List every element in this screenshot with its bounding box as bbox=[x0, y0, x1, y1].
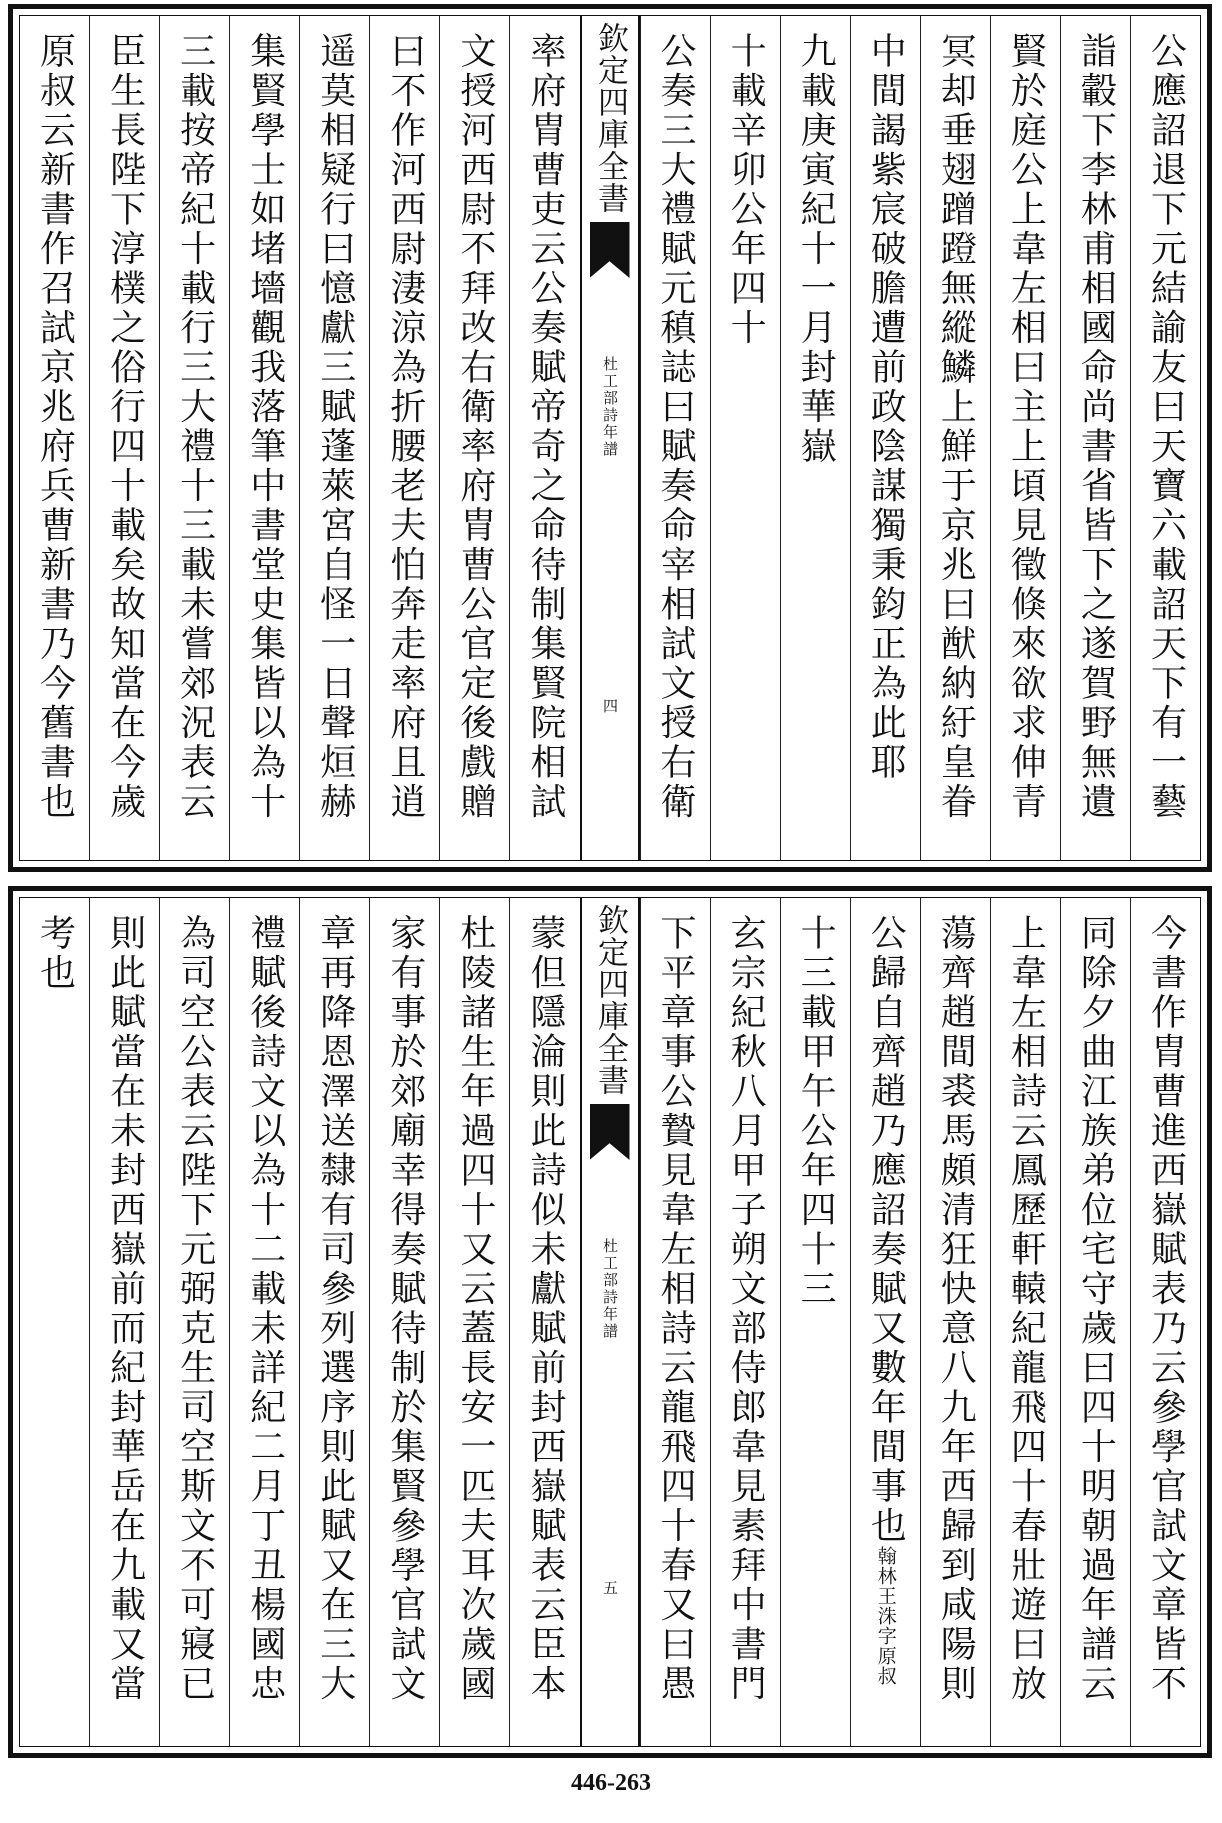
text-column: 同除夕曲江族弟位宅守歲曰四十明朝過年譜云 bbox=[1060, 898, 1130, 1746]
text-column: 賢於庭公上韋左相曰主上頃見徵倏來欲求伸青 bbox=[990, 16, 1060, 860]
text-column: 下平章事公贄見韋左相詩云龍飛四十春又曰愚 bbox=[640, 898, 710, 1746]
text-column: 率府胄曹吏云公奏賦帝奇之命待制集賢院相試 bbox=[509, 16, 579, 860]
center-fold bbox=[580, 898, 640, 1746]
text-column: 玄宗紀秋八月甲子朔文部侍郎韋見素拜中書門 bbox=[710, 898, 780, 1746]
book-title: 欽定四庫全書 bbox=[592, 22, 628, 214]
annotation-note: 翰林王洙字原叔 bbox=[874, 1546, 897, 1686]
text-column: 杜陵諸生年過四十又云蓋長安一匹夫耳次歲國 bbox=[439, 898, 509, 1746]
text-column: 今書作胄曹進西嶽賦表乃云參學官試文章皆不 bbox=[1130, 898, 1200, 1746]
top-page bbox=[8, 4, 1212, 872]
bottom-page-frame bbox=[19, 897, 1201, 1747]
text-column: 原叔云新書作召試京兆府兵曹新書乃今舊書也 bbox=[34, 32, 76, 822]
text-column: 為司空公表云陛下元弼克生司空斯文不可寢已 bbox=[159, 898, 229, 1746]
text-column: 遥莫相疑行曰憶獻三賦蓬萊宮自怪一日聲烜赫 bbox=[299, 16, 369, 860]
text-column: 臣生長陛下淳樸之俗行四十載矣故知當在今歲 bbox=[89, 16, 159, 860]
text-column bbox=[850, 898, 920, 1746]
text-column: 章再降恩澤送隸有司參列選序則此賦又在三大 bbox=[299, 898, 369, 1746]
section-title: 杜工部詩年譜 bbox=[601, 356, 619, 458]
text-column: 十三載甲午公年四十三 bbox=[780, 898, 850, 1746]
text-column: 家有事於郊廟幸得奏賦待制於集賢參學官試文 bbox=[369, 898, 439, 1746]
top-page-frame bbox=[19, 15, 1201, 861]
text-column: 蕩齊趙間裘馬頗清狂快意八九年西歸到咸陽則 bbox=[920, 898, 990, 1746]
bottom-page bbox=[8, 886, 1212, 1758]
text-column: 考也 bbox=[34, 914, 76, 993]
text-column: 詣轂下李林甫相國命尚書省皆下之遂賀野無遺 bbox=[1060, 16, 1130, 860]
page-number: 四 bbox=[601, 698, 619, 714]
catalog-number: 446-263 bbox=[571, 1770, 651, 1796]
text-column: 則此賦當在未封西嶽前而紀封華岳在九載又當 bbox=[89, 898, 159, 1746]
section-title: 杜工部詩年譜 bbox=[601, 1238, 619, 1340]
book-title: 欽定四庫全書 bbox=[592, 904, 628, 1096]
text-column: 三載按帝紀十載行三大禮十三載未嘗郊況表云 bbox=[159, 16, 229, 860]
text-column: 九載庚寅紀十一月封華嶽 bbox=[780, 16, 850, 860]
text-column: 文授河西尉不拜改右衛率府胄曹公官定後戲贈 bbox=[439, 16, 509, 860]
text-column: 集賢學士如堵墻觀我落筆中書堂史集皆以為十 bbox=[229, 16, 299, 860]
center-fold bbox=[580, 16, 640, 860]
text-column: 禮賦後詩文以為十二載未詳紀二月丁丑楊國忠 bbox=[229, 898, 299, 1746]
text-column: 上韋左相詩云鳳歷軒轅紀龍飛四十春壯遊曰放 bbox=[990, 898, 1060, 1746]
text-column: 曰不作河西尉淒涼為折腰老夫怕奔走率府且逍 bbox=[369, 16, 439, 860]
column-text: 公歸自齊趙乃應詔奏賦又數年間事也 bbox=[865, 914, 907, 1546]
fish-tail-icon bbox=[590, 1104, 630, 1160]
text-column: 中間謁紫宸破膽遭前政陰謀獨秉鈞正為此耶 bbox=[850, 16, 920, 860]
fish-tail-icon bbox=[590, 222, 630, 278]
text-column: 冥却垂翅蹭蹬無縱鱗上鮮于京兆曰猷納紆皇眷 bbox=[920, 16, 990, 860]
text-column: 公奏三大禮賦元稹誌曰賦奏命宰相試文授右衛 bbox=[640, 16, 710, 860]
text-column: 公應詔退下元結諭友曰天寶六載詔天下有一藝 bbox=[1130, 16, 1200, 860]
page-number: 五 bbox=[601, 1580, 619, 1596]
text-column: 蒙但隱淪則此詩似未獻賦前封西嶽賦表云臣本 bbox=[509, 898, 579, 1746]
text-column: 十載辛卯公年四十 bbox=[710, 16, 780, 860]
